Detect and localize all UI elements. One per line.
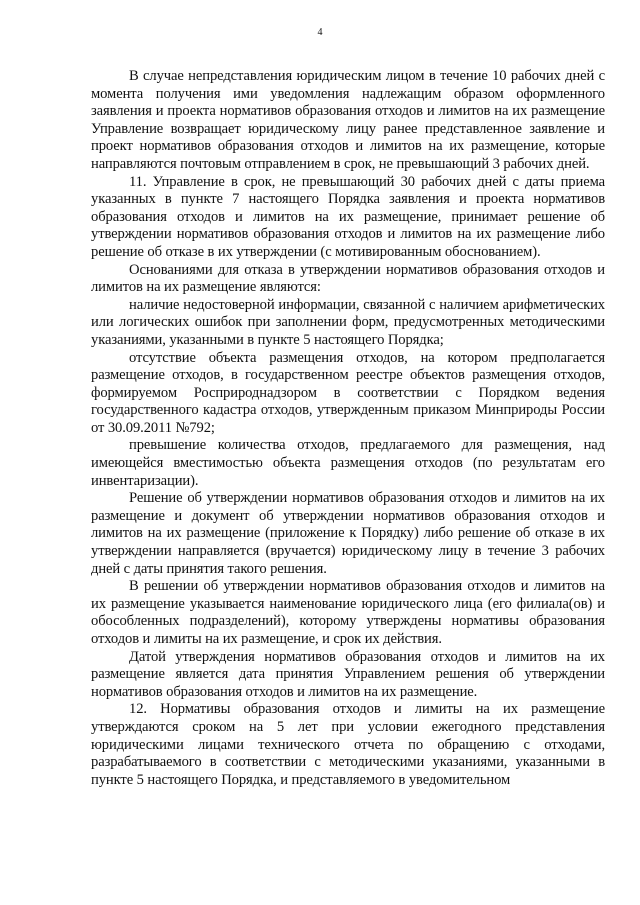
paragraph-decision-content: В решении об утверждении нормативов образования отходов и лимитов на их размещение указывается наименование юридического лица (его филиала(ов) и обособленных подразделений), которому утверждены нормативы образования отходов и лимиты на их размещение, и срок их действия. xyxy=(91,578,605,647)
paragraph-refusal-grounds: Основаниями для отказа в утверждении нормативов образования отходов и лимитов на их размещение являются: xyxy=(91,261,605,296)
paragraph-ground-missing-facility: отсутствие объекта размещения отходов, на котором предполагается размещение отходов, в государственном реестре объектов размещения отходов, формируемом Росприроднадзором в соответствии с Порядком ведения государственного кадастра отходов, утвержденным приказом Минприроды России от 30.09.2011 №792; xyxy=(91,349,605,436)
paragraph-item-11: 11. Управление в срок, не превышающий 30 рабочих дней с даты приема указанных в пункте 7 настоящего Порядка заявления и проекта нормативов образования отходов и лимитов на их размещение, принимает решение об утверждении нормативов образования отходов и лимитов на их размещение либо решение об отказе в их утверждении (с мотивированным обоснованием). xyxy=(91,173,605,260)
document-body xyxy=(91,68,605,789)
paragraph-approval-date: Датой утверждения нормативов образования отходов и лимитов на их размещение является дата принятия Управлением решения об утверждении нормативов образования отходов и лимитов на их размещение. xyxy=(91,648,605,700)
page-number: 4 xyxy=(317,27,323,38)
paragraph-ground-capacity-exceeded: превышение количества отходов, предлагаемого для размещения, над имеющейся вместимостью объекта размещения отходов (по результатам его инвентаризации). xyxy=(91,437,605,489)
paragraph-ground-inaccurate-info: наличие недостоверной информации, связанной с наличием арифметических или логических ошибок при заполнении форм, предусмотренных методическими указаниями, указанными в пункте 5 настоящего Порядка; xyxy=(91,296,605,348)
paragraph-item-12: 12. Нормативы образования отходов и лимиты на их размещение утверждаются сроком на 5 лет при условии ежегодного представления юридическими лицами технического отчета по обращению с отходами, разрабатываемого в соответствии с методическими указаниями, указанными в пункте 5 настоящего Порядка, и представляемого в уведомительном xyxy=(91,701,605,788)
paragraph-return-of-application: В случае непредставления юридическим лицом в течение 10 рабочих дней с момента получения ими уведомления надлежащим образом оформленного заявления и проекта нормативов образования отходов и лимитов на их размещение Управление возвращает юридическому лицу ранее представленное заявление и проект нормативов образования отходов и лимитов на их размещение, которые направляются почтовым отправлением в срок, не превышающий 3 рабочих дней. xyxy=(91,68,605,172)
paragraph-decision-delivery: Решение об утверждении нормативов образования отходов и лимитов на их размещение и документ об утверждении нормативов образования отходов и лимитов на их размещение (приложение к Порядку) либо решение об отказе в их утверждении направляется (вручается) юридическому лицу в течение 3 рабочих дней с даты принятия такого решения. xyxy=(91,490,605,577)
